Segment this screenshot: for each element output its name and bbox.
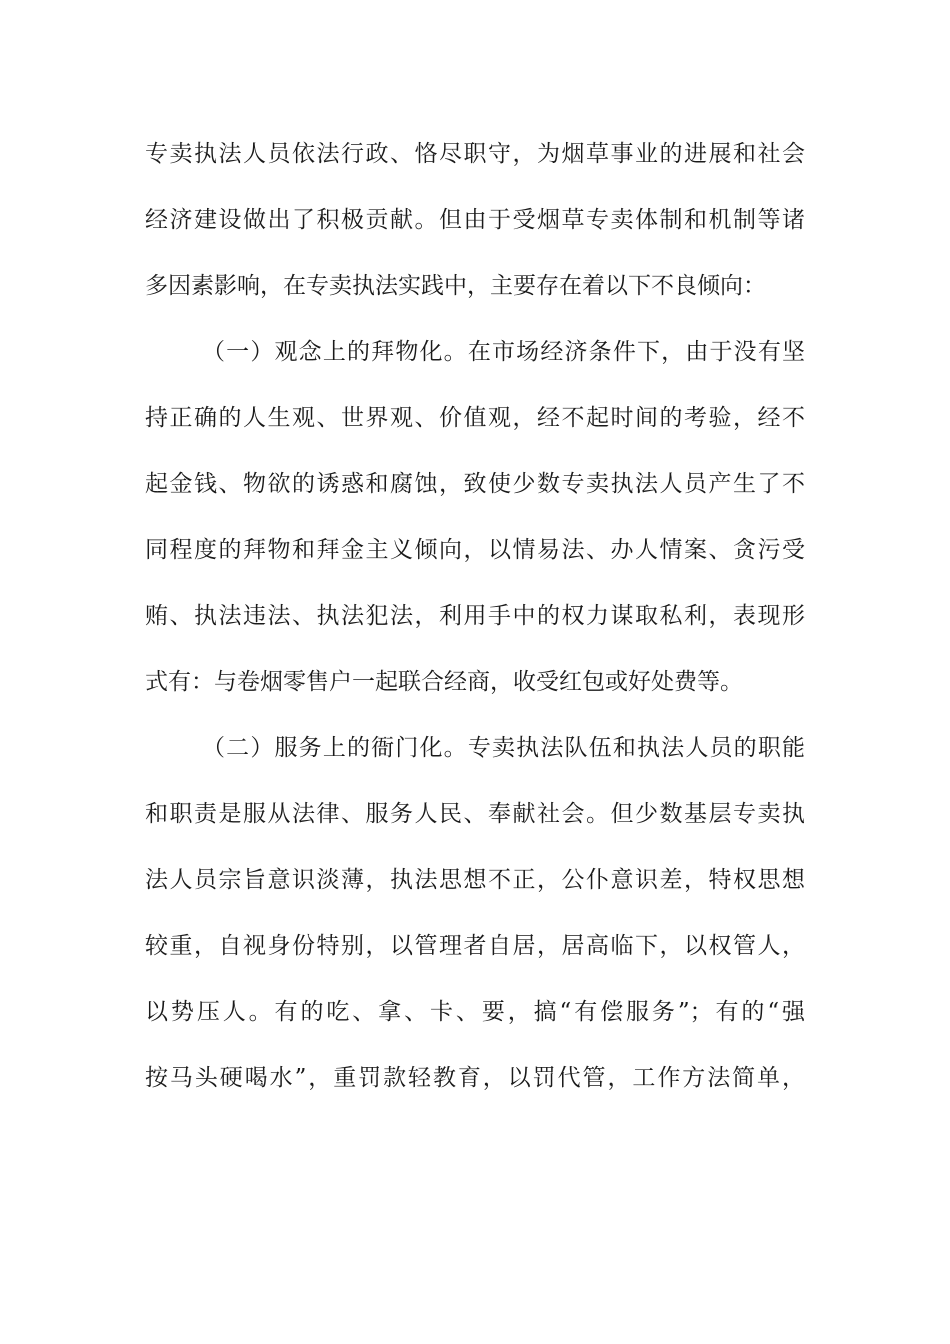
text-line: 多因素影响，在专卖执法实践中，主要存在着以下不良倾向：: [145, 273, 766, 299]
text-line: 经济建设做出了积极贡献。但由于受烟草专卖体制和机制等诸: [145, 207, 805, 233]
text-line: 法人员宗旨意识淡薄，执法思想不正，公仆意识差，特权思想: [145, 867, 805, 893]
text-line: 起金钱、物欲的诱惑和腐蚀，致使少数专卖执法人员产生了不: [145, 471, 805, 497]
text-line: 同程度的拜物和拜金主义倾向，以情易法、办人情案、贪污受: [145, 537, 805, 563]
text-line: 较重，自视身份特别，以管理者自居，居高临下，以权管人，: [145, 933, 805, 959]
text-line: 贿、执法违法、执法犯法，利用手中的权力谋取私利，表现形: [145, 603, 805, 629]
text-line: 式有：与卷烟零售户一起联合经商，收受红包或好处费等。: [145, 669, 743, 695]
text-line: 专卖执法人员依法行政、恪尽职守，为烟草事业的进展和社会: [145, 141, 805, 167]
text-line: 和职责是服从法律、服务人民、奉献社会。但少数基层专卖执: [145, 801, 805, 827]
text-line: 以势压人。有的吃、拿、卡、要，搞“有偿服务”；有的“强: [145, 999, 805, 1025]
section-heading-line: （二）服务上的衙门化。专卖执法队伍和执法人员的职能: [202, 735, 805, 761]
section-heading-line: （一）观念上的拜物化。在市场经济条件下，由于没有坚: [202, 339, 805, 365]
document-body: [145, 126, 805, 1116]
text-line: 按马头硬喝水”，重罚款轻教育，以罚代管，工作方法简单，: [145, 1065, 805, 1091]
text-line: 持正确的人生观、世界观、价值观，经不起时间的考验，经不: [145, 405, 805, 431]
